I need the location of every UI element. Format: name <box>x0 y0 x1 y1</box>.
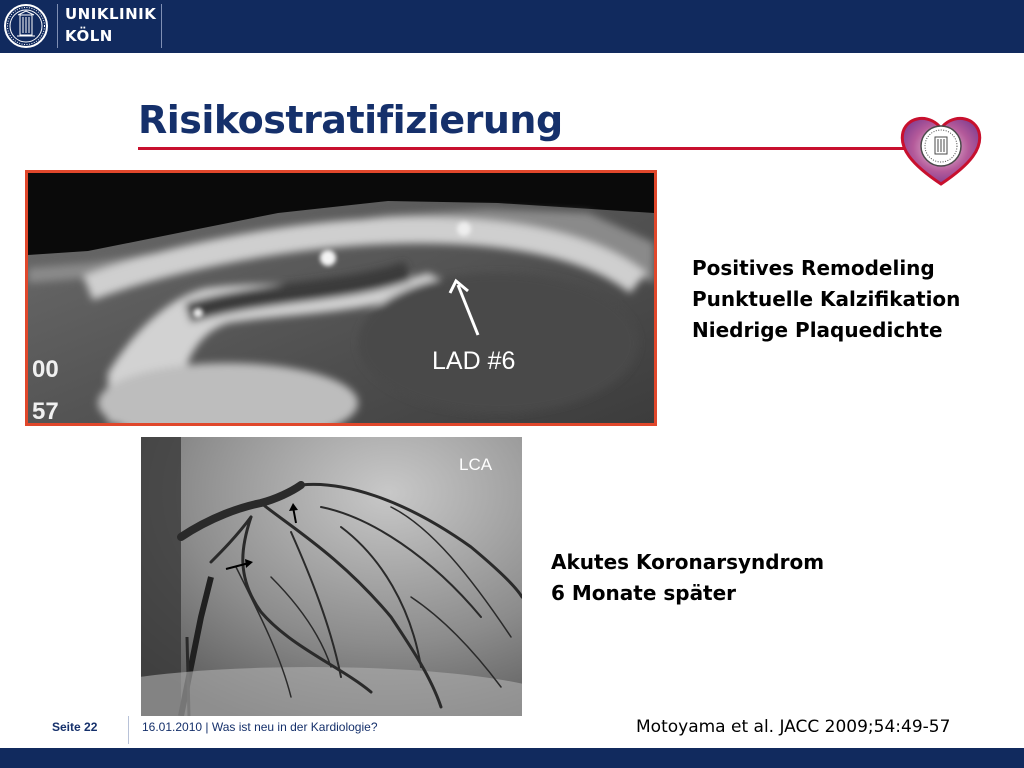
footer-bar <box>0 748 1024 768</box>
ct-edge-number-2: 57 <box>32 398 59 425</box>
brand-line-1: UNIKLINIK <box>65 5 157 23</box>
findings-list <box>692 253 960 346</box>
ct-angiography-image <box>25 170 657 426</box>
citation: Motoyama et al. JACC 2009;54:49-57 <box>636 717 951 737</box>
outcome-line: Akutes Koronarsyndrom <box>551 550 825 574</box>
header-divider-right <box>161 4 162 48</box>
outcome-line: 6 Monate später <box>551 581 737 605</box>
finding-item: Punktuelle Kalzifikation <box>692 287 961 311</box>
footer-info: 16.01.2010 | Was ist neu in der Kardiologie? <box>142 720 378 734</box>
ct-vessel-label: LAD #6 <box>432 347 516 375</box>
outcome-text <box>551 547 824 609</box>
slide-title: Risikostratifizierung <box>138 98 563 142</box>
coronary-angiogram-image <box>141 437 522 716</box>
angio-vessel-label: LCA <box>459 455 493 474</box>
brand-line-2: KÖLN <box>65 27 113 45</box>
header-divider <box>57 4 58 48</box>
university-seal-icon <box>3 3 49 49</box>
header-bar <box>0 0 1024 53</box>
heart-center-logo-icon <box>897 112 985 188</box>
finding-item: Niedrige Plaquedichte <box>692 318 943 342</box>
footer-divider <box>128 716 129 744</box>
finding-item: Positives Remodeling <box>692 256 935 280</box>
page-number: Seite 22 <box>52 720 98 734</box>
ct-edge-number-1: 00 <box>32 356 59 383</box>
title-underline <box>138 147 908 150</box>
brand-name <box>65 3 156 47</box>
